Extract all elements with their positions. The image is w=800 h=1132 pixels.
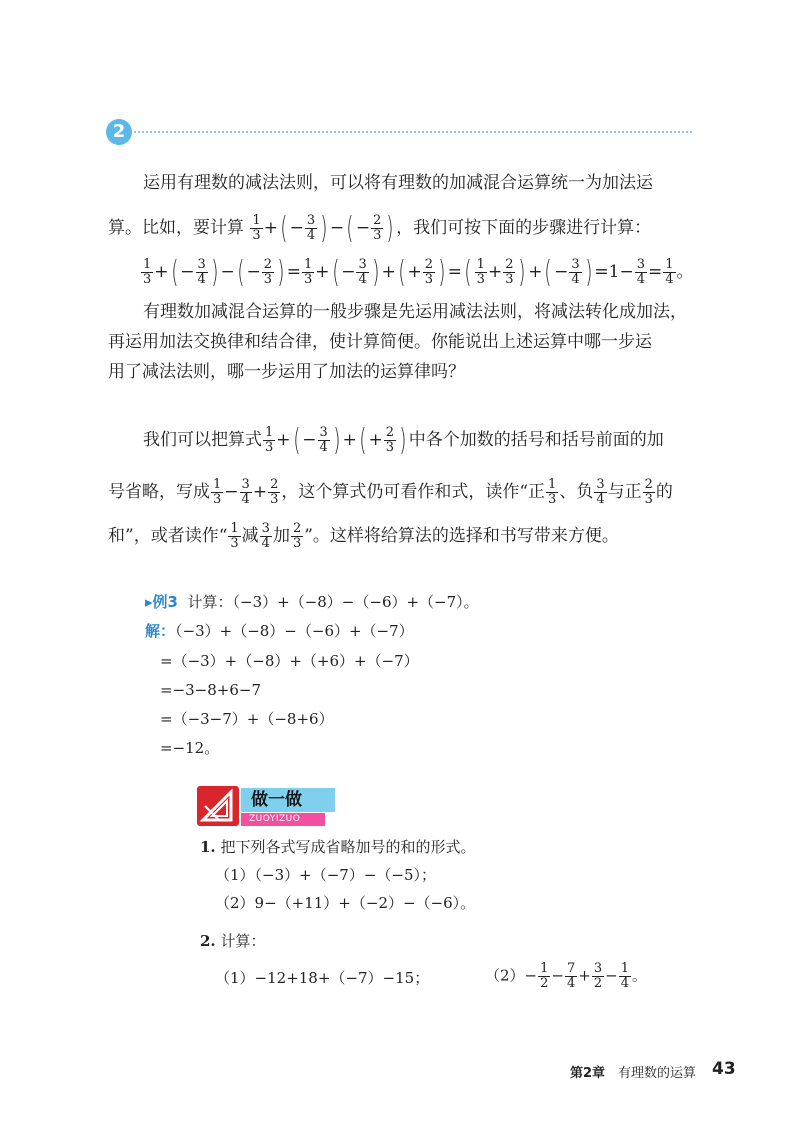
ruler-triangle-icon — [197, 786, 239, 826]
example-task: 计算：（−3）+（−8）−（−6）+（−7）。 — [187, 593, 479, 611]
activity-q2-a: （1）−12+18+（−7）−15； — [215, 969, 430, 987]
footer-title: 有理数的运算 — [618, 1066, 697, 1081]
para2-line1: 有理数加减混合运算的一般步骤是先运用减法法则，将减法转化成加法， — [143, 302, 687, 322]
activity-subtitle: ZUOYIZUO — [241, 813, 325, 826]
activity-header — [197, 786, 337, 826]
para3-line1: 我们可以把算式 $\frac{1}{3}$ +( − $\frac{3}{4}$ ) +( + $\frac{2}{3}$ ) 中各个加数的括号和括号前面的加 — [143, 422, 664, 458]
para1-line2: 算。比如，要计算 $\frac{1}{3}$ +( − $\frac{3}{4}$ ) −( − $\frac{2}{3}$ ) ，我们可按下面的步骤进行计算： — [108, 210, 652, 246]
solution-line-3: =（−3−7）+（−8+6） — [160, 710, 334, 728]
para3-line2: 号省略，写成 $\frac{1}{3}$ − $\frac{3}{4}$ + $\frac{2}{3}$ ，这个算式仍可看作和式，读作“正 $\frac{1}{3}$ 、负 $\frac{3}{4}$ 与正 $\frac{2}{3}$ 的 — [108, 477, 673, 507]
solution-line-1: =（−3）+（−8）+（+6）+（−7） — [160, 652, 419, 670]
example-label: ▸例3 — [145, 593, 178, 611]
equation-line: $\frac{1}{3}$ +( − $\frac{3}{4}$ ) −( − $\frac{2}{3}$ ) = $\frac{1}{3}$ +( − $\frac{3}{4}$ ) +( + $\frac{2}{3}$ ) =( $\frac{1}{3}$ + $\frac{2}{3}$ ) +( − $\frac{3}{4}$ ) =1− $\frac{3}{4}$ = $\frac{1}{4}$ 。 — [143, 254, 694, 290]
solution-line-2: =−3−8+6−7 — [160, 681, 262, 699]
activity-q1-a: （1）（−3）+（−7）−（−5）； — [215, 866, 437, 884]
footer-chapter: 第2章 — [570, 1066, 606, 1081]
fraction: $\frac{1}{3}$ — [252, 213, 261, 243]
activity-q2: 2. 计算： — [200, 932, 266, 950]
activity-q1-b: （2）9−（+11）+（−2）−（−6）。 — [215, 894, 476, 912]
para2-line3: 用了减法法则，哪一步运用了加法的运算律吗？ — [108, 362, 465, 382]
activity-q2-b: （2）− $\frac{1}{2}$ − $\frac{7}{4}$ + $\frac{3}{2}$ − $\frac{1}{4}$ 。 — [485, 961, 647, 991]
para1-line1: 运用有理数的减法法则，可以将有理数的加减混合运算统一为加法运 — [143, 173, 653, 193]
solution-line-4: =−12。 — [160, 739, 220, 757]
para2-line2: 再运用加法交换律和结合律，使计算简便。你能说出上述运算中哪一步运 — [108, 332, 652, 352]
section-number-badge: 2 — [106, 119, 132, 145]
example-header — [145, 590, 479, 614]
solution-line-0: 解：（−3）+（−8）−（−6）+（−7） — [145, 622, 414, 640]
para3-line3: 和”，或者读作“ $\frac{1}{3}$ 减 $\frac{3}{4}$ 加 $\frac{2}{3}$ ”。这样将给算法的选择和书写带来方便。 — [108, 521, 619, 551]
activity-q1: 1. 把下列各式写成省略加号的和的形式。 — [200, 838, 476, 856]
page-number: 43 — [712, 1059, 736, 1079]
activity-title: 做一做 — [241, 788, 335, 812]
solution-label: 解： — [145, 622, 176, 640]
section-divider — [134, 131, 692, 133]
